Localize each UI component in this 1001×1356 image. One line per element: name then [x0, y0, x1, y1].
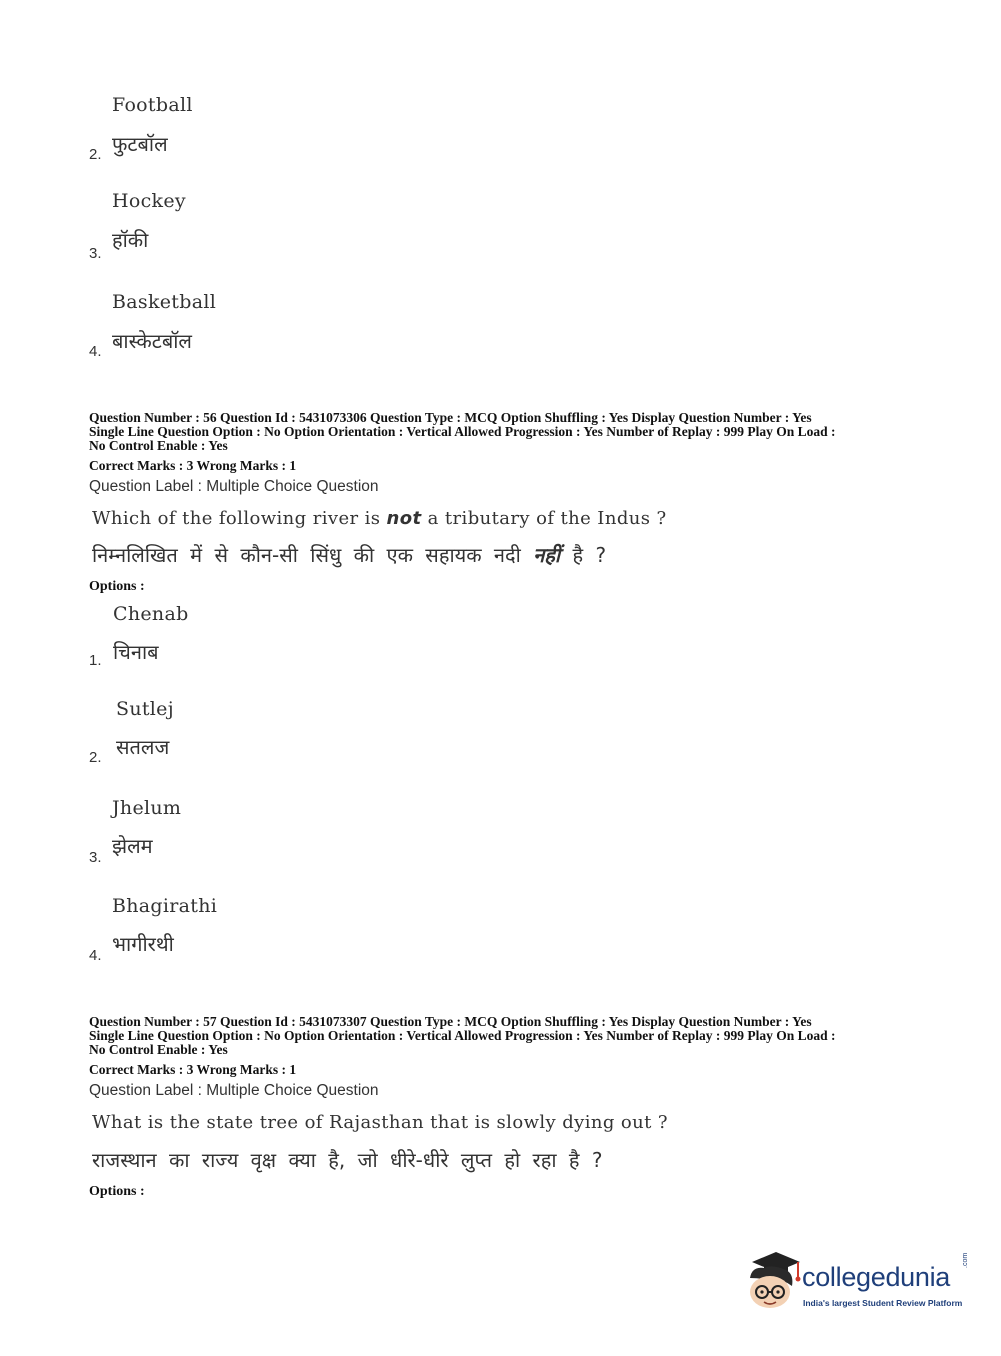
- option-number: 3.: [89, 245, 102, 262]
- options-label: Options :: [89, 1184, 145, 1199]
- collegedunia-logo[interactable]: [742, 1248, 972, 1316]
- question-label: Question Label : Multiple Choice Question: [89, 478, 379, 495]
- option-hindi: हॉकी: [112, 228, 149, 252]
- question-meta-line: No Control Enable : Yes: [89, 1042, 228, 1057]
- question-text-part: Which of the following river is: [92, 508, 387, 529]
- option-english: Bhagirathi: [112, 895, 218, 917]
- question-emphasis: नहीं: [533, 543, 561, 567]
- options-label: Options :: [89, 579, 145, 594]
- question-marks: Correct Marks : 3 Wrong Marks : 1: [89, 1062, 297, 1077]
- option-english: Basketball: [112, 291, 217, 313]
- question-text-part: a tributary of the Indus ?: [421, 508, 667, 529]
- option-english: Football: [112, 94, 193, 116]
- question-meta-line: Question Number : 57 Question Id : 5431073307 Question Type : MCQ Option Shuffling : Yes Display Question Number : Yes: [89, 1014, 812, 1029]
- option-number: 3.: [89, 849, 102, 866]
- option-number: 4.: [89, 343, 102, 360]
- brand-tagline: India's largest Student Review Platform: [803, 1298, 963, 1308]
- option-hindi: झेलम: [112, 834, 153, 858]
- question-text-hindi: राजस्थान का राज्य वृक्ष क्या है, जो धीरे-धीरे लुप्त हो रहा है ?: [92, 1148, 603, 1172]
- option-hindi: फुटबॉल: [112, 132, 168, 156]
- option-english: Hockey: [112, 190, 186, 212]
- question-emphasis: not: [386, 508, 422, 529]
- question-label: Question Label : Multiple Choice Question: [89, 1082, 379, 1099]
- question-text-english: What is the state tree of Rajasthan that is slowly dying out ?: [92, 1112, 668, 1133]
- option-number: 4.: [89, 947, 102, 964]
- mascot-icon: [742, 1248, 804, 1314]
- question-meta-line: Single Line Question Option : No Option Orientation : Vertical Allowed Progression : Yes Number of Replay : 999 Play On Load :: [89, 424, 836, 439]
- question-text-english: [92, 508, 667, 529]
- question-text-hindi: [92, 541, 606, 568]
- question-marks: Correct Marks : 3 Wrong Marks : 1: [89, 458, 297, 473]
- option-english: Sutlej: [116, 698, 174, 720]
- option-number: 1.: [89, 652, 102, 669]
- option-hindi: चिनाब: [113, 640, 159, 664]
- question-meta-line: Single Line Question Option : No Option Orientation : Vertical Allowed Progression : Yes Number of Replay : 999 Play On Load :: [89, 1028, 836, 1043]
- brand-name: collegedunia: [802, 1262, 951, 1292]
- option-hindi: भागीरथी: [112, 932, 174, 956]
- option-number: 2.: [89, 749, 102, 766]
- question-meta-line: Question Number : 56 Question Id : 5431073306 Question Type : MCQ Option Shuffling : Yes Display Question Number : Yes: [89, 410, 812, 425]
- option-hindi: बास्केटबॉल: [112, 329, 192, 353]
- option-number: 2.: [89, 146, 102, 163]
- option-english: Jhelum: [112, 797, 182, 819]
- question-text-part: निम्नलिखित में से कौन-सी सिंधु की एक सहायक नदी: [92, 543, 534, 567]
- question-meta-line: No Control Enable : Yes: [89, 438, 228, 453]
- option-english: Chenab: [113, 603, 189, 625]
- question-text-part: है ?: [560, 543, 607, 567]
- option-hindi: सतलज: [116, 735, 170, 759]
- brand-suffix: .com: [962, 1252, 969, 1268]
